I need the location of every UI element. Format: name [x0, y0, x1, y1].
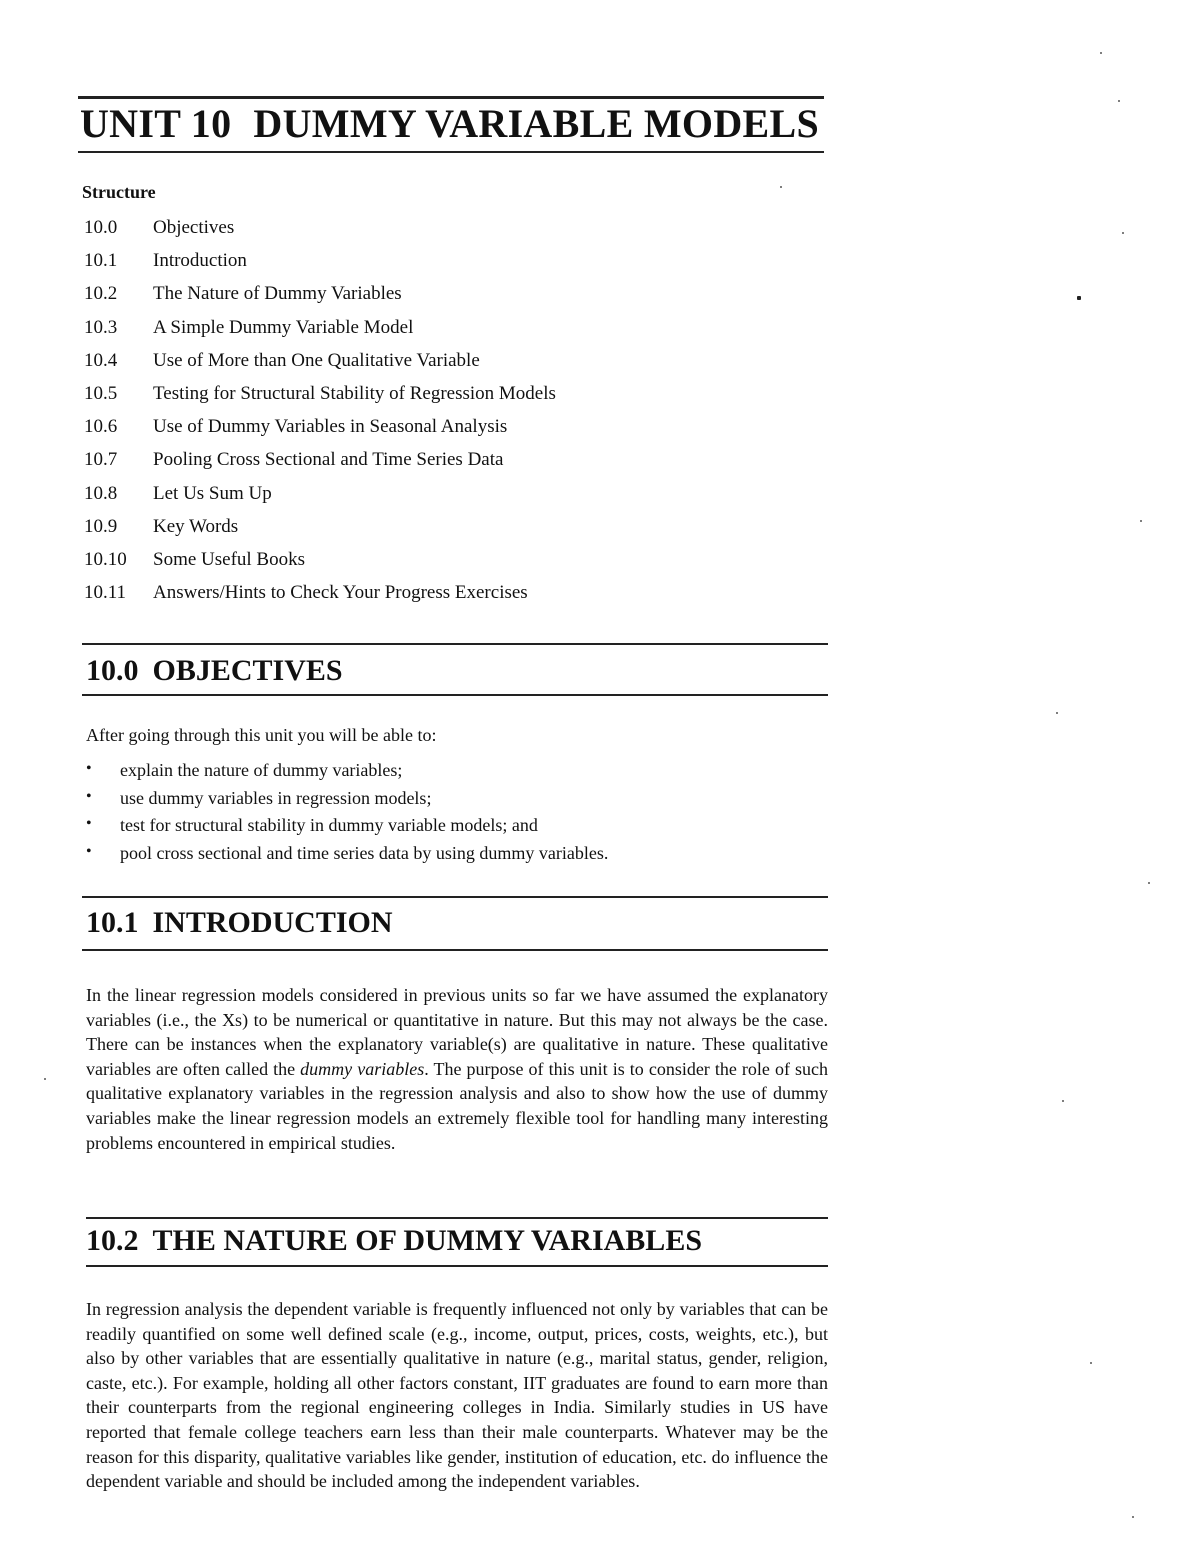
introduction-number: 10.1 [86, 906, 139, 939]
objectives-top-rule [82, 643, 828, 645]
toc-item-number: 10.0 [84, 217, 118, 238]
toc-item-number: 10.11 [84, 582, 127, 604]
objectives-title: OBJECTIVES [152, 654, 343, 687]
toc-item-number: 10.3 [84, 316, 118, 338]
title-top-rule [78, 96, 824, 99]
toc-item-title: Use of More than One Qualitative Variable [153, 349, 480, 371]
introduction-heading [86, 906, 393, 940]
toc-item-title: Pooling Cross Sectional and Time Series Data [153, 449, 504, 471]
objectives-heading [86, 654, 343, 688]
toc-item-title: Answers/Hints to Check Your Progress Exercises [153, 582, 528, 604]
scan-speck [44, 1078, 46, 1080]
nature-bottom-rule [86, 1265, 828, 1267]
toc-item-title: Key Words [153, 515, 239, 537]
nature-heading [86, 1224, 702, 1258]
introduction-top-rule [82, 896, 828, 898]
toc-item-title: Introduction [153, 250, 247, 272]
introduction-text-before: In the linear regression models considered in previous units so far we have assumed the explanatory variables (i.e., the Xs) to be numerical or quantitative in nature. But this may not always be the case. There can be instances when the explanatory variable(s) are qualitative in nature. These qualitative variables are often called the [86, 985, 828, 1079]
nature-title: THE NATURE OF DUMMY VARIABLES [152, 1224, 703, 1257]
toc-item-title: Use of Dummy Variables in Seasonal Analysis [153, 416, 508, 438]
introduction-paragraph [86, 983, 828, 1155]
toc-item-title: Testing for Structural Stability of Regression Models [153, 382, 556, 404]
toc-item-number: 10.6 [84, 416, 118, 438]
structure-label: Structure [82, 182, 156, 202]
scan-speck [1122, 232, 1124, 234]
toc-item-number: 10.4 [84, 349, 118, 371]
nature-paragraph: In regression analysis the dependent variable is frequently influenced not only by variables that can be readily quantified on some well defined scale (e.g., income, output, prices, costs, weights, etc.), but also by other variables that are essentially qualitative in nature (e.g., marital status, gender, religion, caste, etc.). For example, holding all other factors constant, IIT graduates are found to earn more than their counterparts from the regional engineering colleges in India. Similarly studies in US have reported that female college teachers earn less than their male counterparts. Whatever may be the reason for this disparity, qualitative variables like gender, institution of education, etc. do influence the dependent variable and should be included among the independent variables. [86, 1299, 828, 1492]
toc-item-number: 10.8 [84, 482, 118, 504]
unit-number: UNIT 10 [80, 101, 232, 146]
bullet-glyph: • [86, 842, 92, 860]
scan-speck [780, 186, 782, 188]
objectives-lead: After going through this unit you will be able to: [86, 725, 437, 745]
introduction-bottom-rule [82, 949, 828, 951]
scan-speck [1140, 520, 1142, 522]
toc-item-title: Let Us Sum Up [153, 482, 272, 504]
objectives-number: 10.0 [86, 654, 139, 687]
introduction-text-after: . The purpose of this unit is to consider the role of such qualitative explanatory variables in the regression analysis and also to show how the use of dummy variables make the linear regression models an extremely flexible tool for handling many interesting problems encountered in empirical studies. [86, 1058, 828, 1153]
toc-item-title: The Nature of Dummy Variables [153, 283, 402, 305]
bullet-glyph: • [86, 815, 92, 832]
scan-speck [1056, 712, 1058, 714]
objectives-bottom-rule [82, 694, 828, 696]
toc-item-title: Some Useful Books [153, 548, 305, 570]
scan-speck [1148, 882, 1150, 884]
scan-speck [1062, 1100, 1064, 1102]
introduction-emphasis: dummy variables [300, 1058, 425, 1079]
toc-item-number: 10.1 [84, 250, 118, 272]
unit-title [80, 100, 819, 147]
scan-speck [1090, 1362, 1092, 1364]
toc-item-number: 10.7 [84, 449, 118, 471]
objective-bullet-text: use dummy variables in regression models; [120, 787, 432, 808]
toc-item-title: A Simple Dummy Variable Model [153, 316, 414, 338]
toc-item-number: 10.10 [84, 548, 127, 570]
objective-bullet-text: explain the nature of dummy variables; [120, 760, 403, 780]
toc-item-number: 10.2 [84, 283, 118, 305]
nature-top-rule [86, 1217, 828, 1219]
toc-item-number: 10.5 [84, 382, 118, 404]
nature-number: 10.2 [86, 1224, 139, 1257]
unit-name: DUMMY VARIABLE MODELS [253, 101, 820, 146]
toc-item-title: Objectives [153, 217, 235, 238]
toc-item-number: 10.9 [84, 515, 118, 537]
objective-bullet-text: pool cross sectional and time series data by using dummy variables. [120, 842, 609, 863]
scan-speck [1100, 52, 1102, 54]
bullet-glyph: • [86, 760, 92, 777]
bullet-glyph: • [86, 787, 92, 805]
objective-bullet-text: test for structural stability in dummy variable models; and [120, 815, 538, 835]
scan-speck [1132, 1516, 1134, 1518]
scan-speck [1077, 296, 1081, 300]
title-bottom-rule [78, 151, 824, 153]
introduction-title: INTRODUCTION [152, 906, 393, 939]
scan-speck [1118, 100, 1120, 102]
